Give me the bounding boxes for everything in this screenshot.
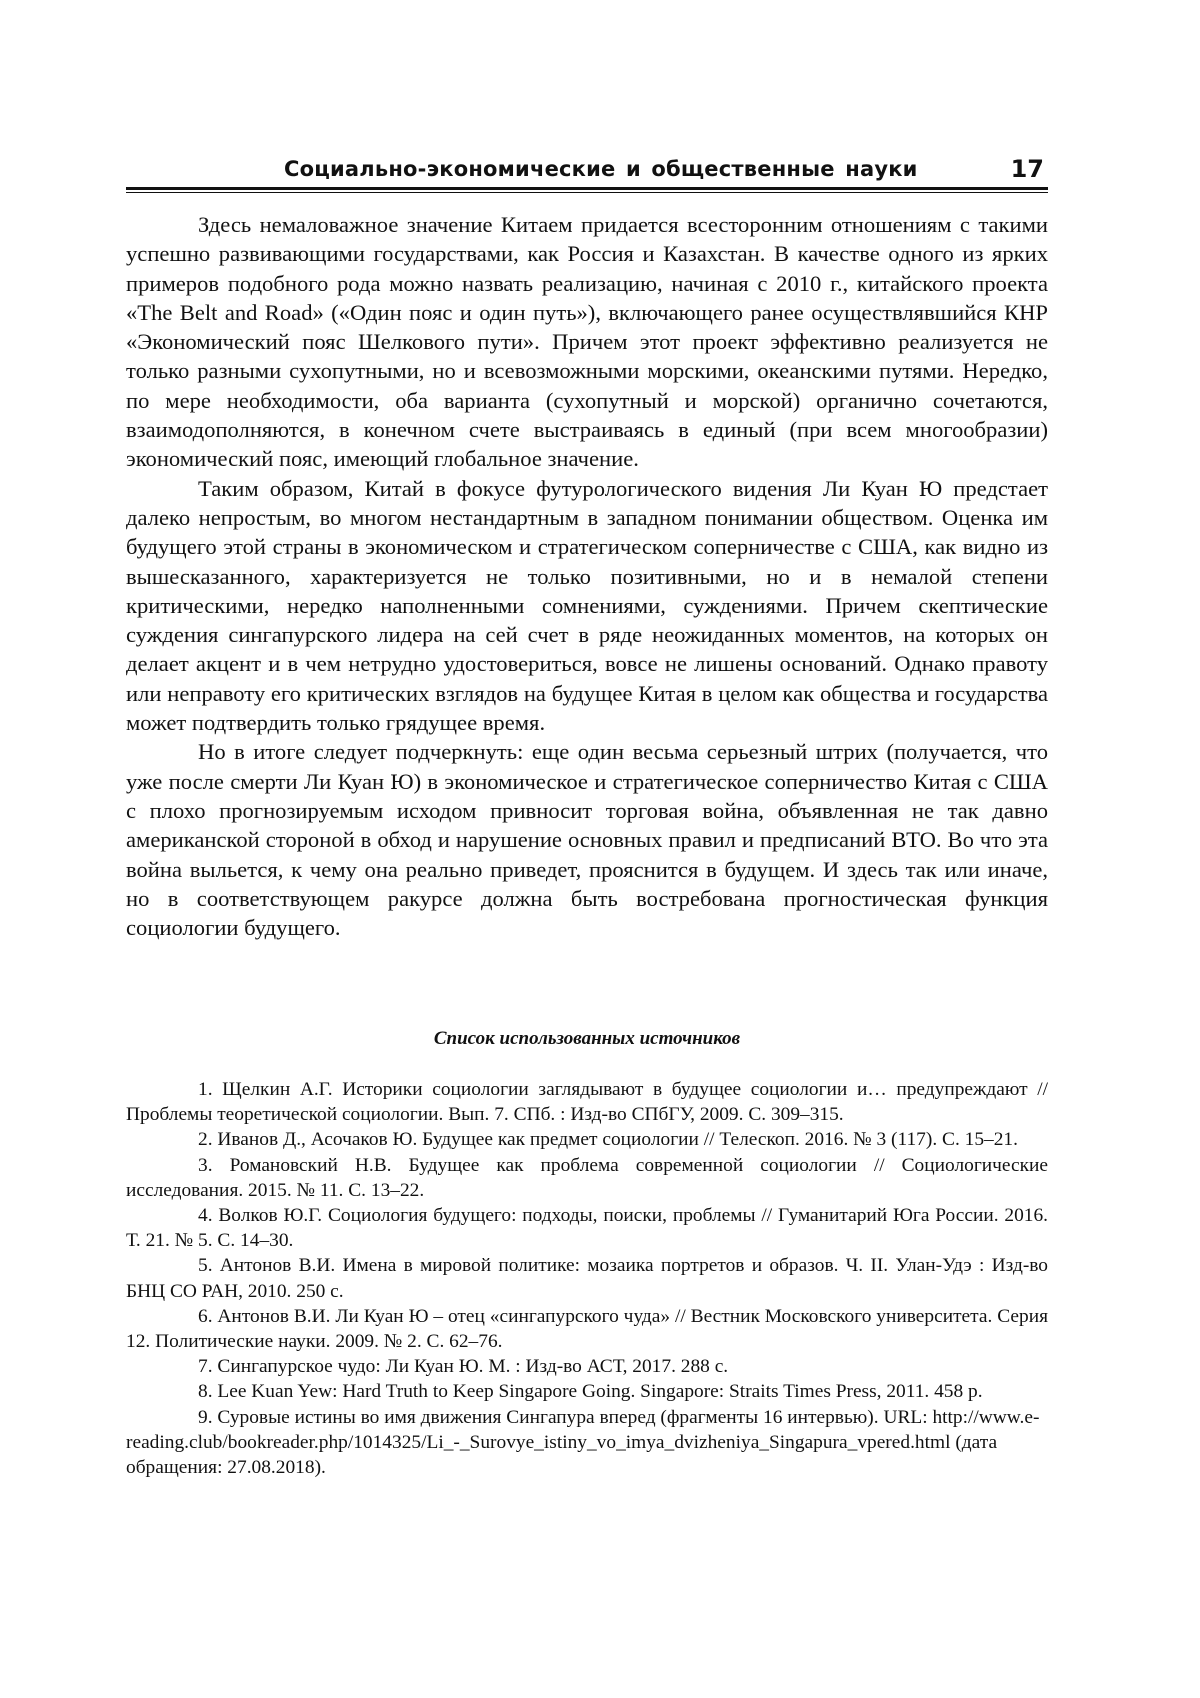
reference-item: 2. Иванов Д., Асочаков Ю. Будущее как предмет социологии // Телескоп. 2016. № 3 (117). С. 15–21. (198, 1129, 1018, 1151)
reference-item: 1. Щелкин А.Г. Историки социологии заглядывают в будущее социологии и… предупреждают // Проблемы теоретической социологии. Вып. 7. СПб. : Изд-во СПбГУ, 2009. С. 309–315. (126, 1079, 1048, 1126)
reference-item: 5. Антонов В.И. Имена в мировой политике: мозаика портретов и образов. Ч. II. Улан-Удэ : Изд-во БНЦ СО РАН, 2010. 250 с. (126, 1255, 1048, 1302)
reference-item: 3. Романовский Н.В. Будущее как проблема современной социологии // Социологические исследования. 2015. № 11. С. 13–22. (126, 1154, 1048, 1201)
running-title: Социально-экономические и общественные науки (284, 157, 918, 181)
header-rule-thin (126, 192, 1048, 193)
reference-item: 6. Антонов В.И. Ли Куан Ю – отец «сингапурского чуда» // Вестник Московского университета. Серия 12. Политические науки. 2009. № 2. С. 62–76. (126, 1305, 1048, 1353)
page-number: 17 (1010, 155, 1044, 183)
paragraph: Но в итоге следует подчеркнуть: еще один весьма серьезный штрих (получается, что уже после смерти Ли Куан Ю) в экономическое и стратегическое соперничество Китая с США с плохо прогнозируемым исходом привносит торговая война, объявленная не так давно американской стороной в обход и нарушение основных правил и предписаний ВТО. Во что эта война выльется, к чему она реально приведет, прояснится в будущем. И здесь так или иначе, но в соответствующем ракурсе должна быть востребована прогностическая функция социологии будущего. (126, 739, 1048, 941)
reference-item: 8. Lee Kuan Yew: Hard Truth to Keep Singapore Going. Singapore: Straits Times Press, 2011. 458 p. (198, 1381, 983, 1403)
reference-item: 9. Суровые истины во имя движения Сингапура вперед (фрагменты 16 интервью). URL: http://www.e-reading.club/bookreader.php/1014325/Li_-_Surovye_istiny_vo_imya_dvizheniya_Singapura_vpered.html (дата обращения: 27.08.2018). (126, 1406, 1040, 1479)
paragraph: Здесь немаловажное значение Китаем придается всесторонним отношениям с такими успешно развивающими государствами, как Россия и Казахстан. В качестве одного из ярких примеров подобного рода можно назвать реализацию, начиная с 2010 г., китайского проекта «The Belt and Road» («Один пояс и один путь»), включающего ранее осуществлявшийся КНР «Экономический пояс Шелкового пути». Причем этот проект эффективно реализуется не только разными сухопутными, но и всевозможными морскими, океанскими путями. Нередко, по мере необходимости, оба варианта (сухопутный и морской) органично сочетаются, взаимодополняются, в конечном счете выстраиваясь в единый (при всем многообразии) экономический пояс, имеющий глобальное значение. (126, 212, 1048, 472)
reference-item: 7. Сингапурское чудо: Ли Куан Ю. М. : Изд-во АСТ, 2017. 288 с. (198, 1356, 729, 1378)
references-heading: Список использованных источников (433, 1028, 741, 1049)
references-list (126, 1077, 1048, 1480)
paragraph: Таким образом, Китай в фокусе футурологического видения Ли Куан Ю предстает далеко непростым, во многом нестандартным в западном понимании обществом. Оценка им будущего этой страны в экономическом и стратегическом соперничестве с США, как видно из вышесказанного, характеризуется не только позитивными, но и в немалой степени критическими, нередко наполненными сомнениями, суждениями. Причем скептические суждения сингапурского лидера на сей счет в ряде неожиданных моментов, на которых он делает акцент и в чем нетрудно удостовериться, вовсе не лишены оснований. Однако правоту или неправоту его критических взглядов на будущее Китая в целом как общества и государства может подтвердить только грядущее время. (126, 475, 1048, 736)
article-body (126, 210, 1048, 942)
page-header (126, 155, 1048, 189)
header-rule-thick (126, 187, 1048, 190)
reference-item: 4. Волков Ю.Г. Социология будущего: подходы, поиски, проблемы // Гуманитарий Юга России. 2016. Т. 21. № 5. С. 14–30. (126, 1205, 1048, 1252)
